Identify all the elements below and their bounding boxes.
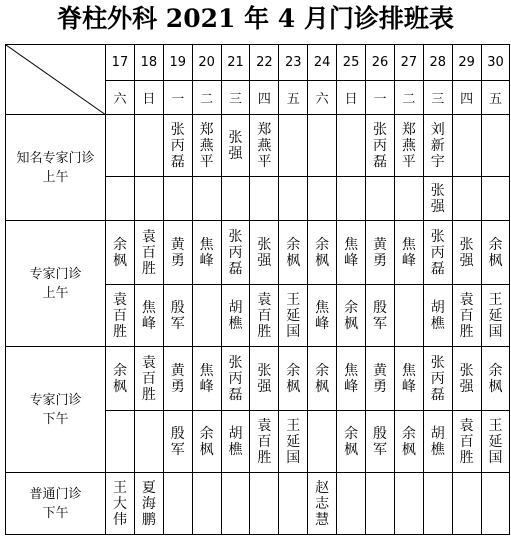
doctor-cell: [134, 221, 163, 285]
doctor-name: 刘新宇: [430, 121, 445, 170]
weekday-cell: 一: [366, 81, 395, 115]
doctor-cell: [134, 411, 163, 473]
doctor-cell: [366, 411, 395, 473]
doctor-name: 袁百胜: [459, 417, 474, 466]
doctor-name: 余枫: [286, 236, 301, 269]
doctor-name: 焦峰: [344, 362, 359, 395]
doctor-name: 余枫: [344, 425, 359, 458]
doctor-cell: [394, 473, 423, 535]
weekday-cell: 一: [163, 81, 192, 115]
weekday-cell: 六: [308, 81, 337, 115]
date-cell: 18: [134, 45, 163, 81]
doctor-name: 袁百胜: [141, 228, 156, 277]
doctor-name: 焦峰: [401, 362, 416, 395]
doctor-name: 张丙磊: [372, 121, 387, 170]
doctor-name: 余枫: [344, 299, 359, 332]
doctor-cell: [221, 221, 250, 285]
doctor-cell: [452, 221, 481, 285]
doctor-cell: [337, 411, 366, 473]
doctor-cell: [250, 285, 279, 347]
doctor-cell: [452, 115, 481, 177]
doctor-cell: [163, 285, 192, 347]
doctor-cell: [279, 347, 308, 411]
doctor-name: 黄勇: [372, 362, 387, 395]
doctor-name: 胡樵: [430, 299, 445, 332]
date-cell: 29: [452, 45, 481, 81]
doctor-cell: [423, 285, 452, 347]
doctor-cell: [163, 177, 192, 221]
date-cell: 26: [366, 45, 395, 81]
page-title: 脊柱外科 2021 年 4 月门诊排班表: [57, 4, 454, 33]
doctor-name: 王大伟: [112, 479, 127, 528]
doctor-name: 焦峰: [141, 299, 156, 332]
weekday-cell: 日: [337, 81, 366, 115]
section-label-line: 上午: [42, 169, 69, 185]
doctor-name: 黄勇: [170, 362, 185, 395]
doctor-cell: [106, 115, 135, 177]
section-label-line: 专家门诊: [29, 266, 82, 282]
weekday-cell: 六: [106, 81, 135, 115]
doctor-name: 夏海鹏: [141, 479, 156, 528]
doctor-cell: [366, 221, 395, 285]
doctor-cell: [250, 411, 279, 473]
doctor-cell: [279, 221, 308, 285]
doctor-cell: [163, 347, 192, 411]
doctor-name: 郑燕平: [257, 121, 272, 170]
doctor-name: 胡樵: [430, 425, 445, 458]
doctor-cell: [134, 115, 163, 177]
doctor-cell: [106, 411, 135, 473]
doctor-name: 余枫: [315, 362, 330, 395]
doctor-cell: [221, 285, 250, 347]
doctor-name: 余枫: [286, 362, 301, 395]
doctor-cell: [452, 177, 481, 221]
doctor-cell: [163, 411, 192, 473]
doctor-name: 张强: [257, 362, 272, 395]
doctor-name: 余枫: [315, 236, 330, 269]
date-cell: 17: [106, 45, 135, 81]
doctor-cell: [366, 177, 395, 221]
date-cell: 19: [163, 45, 192, 81]
diagonal-line: [6, 45, 106, 115]
section-label-line: 下午: [42, 411, 69, 427]
doctor-cell: [192, 411, 221, 473]
doctor-name: 黄勇: [372, 236, 387, 269]
doctor-cell: [394, 177, 423, 221]
doctor-cell: [308, 411, 337, 473]
section-label-line: 上午: [42, 285, 69, 301]
doctor-name: 王延国: [488, 291, 503, 340]
doctor-cell: [423, 411, 452, 473]
doctor-cell: [481, 347, 510, 411]
doctor-cell: [106, 473, 135, 535]
doctor-cell: [423, 221, 452, 285]
doctor-cell: [192, 177, 221, 221]
doctor-cell: [481, 221, 510, 285]
schedule-row: [6, 473, 510, 535]
doctor-cell: [250, 115, 279, 177]
weekday-cell: 四: [250, 81, 279, 115]
doctor-cell: [366, 115, 395, 177]
weekday-cell: 二: [394, 81, 423, 115]
doctor-cell: [250, 177, 279, 221]
doctor-cell: [221, 473, 250, 535]
schedule-row: [6, 221, 510, 285]
doctor-name: 张强: [430, 182, 445, 215]
date-cell: 23: [279, 45, 308, 81]
date-cell: 22: [250, 45, 279, 81]
doctor-name: 余枫: [488, 236, 503, 269]
doctor-cell: [221, 115, 250, 177]
date-cell: 30: [481, 45, 510, 81]
doctor-name: 殷军: [372, 425, 387, 458]
section-label-line: 专家门诊: [29, 392, 82, 408]
doctor-cell: [250, 347, 279, 411]
doctor-name: 焦峰: [199, 236, 214, 269]
schedule-row: [6, 347, 510, 411]
date-header-row: [6, 45, 510, 81]
weekday-cell: 四: [452, 81, 481, 115]
weekday-cell: 日: [134, 81, 163, 115]
section-label: [6, 221, 106, 347]
doctor-cell: [394, 221, 423, 285]
doctor-cell: [366, 285, 395, 347]
doctor-cell: [423, 115, 452, 177]
schedule-row: [6, 115, 510, 177]
doctor-cell: [337, 285, 366, 347]
weekday-cell: 三: [221, 81, 250, 115]
doctor-cell: [423, 473, 452, 535]
date-cell: 24: [308, 45, 337, 81]
doctor-name: 殷军: [170, 299, 185, 332]
doctor-cell: [452, 285, 481, 347]
weekday-cell: 三: [423, 81, 452, 115]
doctor-cell: [134, 177, 163, 221]
doctor-cell: [163, 221, 192, 285]
doctor-name: 余枫: [488, 362, 503, 395]
doctor-cell: [452, 347, 481, 411]
doctor-cell: [337, 177, 366, 221]
doctor-cell: [106, 221, 135, 285]
doctor-cell: [279, 473, 308, 535]
doctor-name: 张强: [257, 236, 272, 269]
doctor-cell: [279, 411, 308, 473]
doctor-cell: [308, 473, 337, 535]
doctor-cell: [394, 285, 423, 347]
weekday-cell: 二: [192, 81, 221, 115]
doctor-name: 殷军: [170, 425, 185, 458]
schedule-table: [5, 44, 510, 535]
doctor-name: 袁百胜: [257, 291, 272, 340]
doctor-cell: [221, 177, 250, 221]
doctor-name: 殷军: [372, 299, 387, 332]
doctor-name: 张强: [459, 362, 474, 395]
doctor-name: 郑燕平: [401, 121, 416, 170]
doctor-cell: [279, 177, 308, 221]
doctor-cell: [192, 285, 221, 347]
doctor-name: 焦峰: [315, 299, 330, 332]
doctor-cell: [308, 221, 337, 285]
doctor-cell: [452, 473, 481, 535]
doctor-name: 黄勇: [170, 236, 185, 269]
doctor-cell: [337, 347, 366, 411]
doctor-name: 余枫: [112, 362, 127, 395]
doctor-cell: [221, 411, 250, 473]
weekday-cell: 五: [279, 81, 308, 115]
doctor-cell: [106, 177, 135, 221]
doctor-cell: [163, 473, 192, 535]
doctor-cell: [423, 347, 452, 411]
doctor-cell: [366, 473, 395, 535]
weekday-cell: 五: [481, 81, 510, 115]
doctor-cell: [134, 285, 163, 347]
date-cell: 27: [394, 45, 423, 81]
date-cell: 25: [337, 45, 366, 81]
doctor-cell: [481, 285, 510, 347]
doctor-name: 余枫: [112, 236, 127, 269]
doctor-name: 张丙磊: [430, 354, 445, 403]
doctor-name: 余枫: [199, 425, 214, 458]
date-cell: 28: [423, 45, 452, 81]
doctor-cell: [337, 221, 366, 285]
doctor-cell: [192, 115, 221, 177]
doctor-cell: [394, 347, 423, 411]
section-label: [6, 115, 106, 221]
doctor-name: 王延国: [488, 417, 503, 466]
doctor-cell: [337, 473, 366, 535]
doctor-cell: [337, 115, 366, 177]
doctor-name: 张丙磊: [430, 228, 445, 277]
doctor-cell: [221, 347, 250, 411]
corner-cell: [6, 45, 106, 115]
doctor-cell: [250, 221, 279, 285]
section-label: [6, 347, 106, 473]
doctor-cell: [452, 411, 481, 473]
doctor-name: 袁百胜: [257, 417, 272, 466]
doctor-name: 焦峰: [199, 362, 214, 395]
doctor-cell: [134, 347, 163, 411]
doctor-cell: [366, 347, 395, 411]
doctor-cell: [308, 177, 337, 221]
doctor-name: 王延国: [286, 291, 301, 340]
doctor-cell: [134, 473, 163, 535]
section-label-line: 普通门诊: [29, 486, 82, 502]
section-label: [6, 473, 106, 535]
doctor-name: 张丙磊: [228, 354, 243, 403]
date-cell: 21: [221, 45, 250, 81]
doctor-cell: [106, 285, 135, 347]
doctor-name: 袁百胜: [112, 291, 127, 340]
doctor-name: 郑燕平: [199, 121, 214, 170]
doctor-name: 胡樵: [228, 299, 243, 332]
doctor-cell: [394, 115, 423, 177]
doctor-cell: [192, 347, 221, 411]
doctor-cell: [481, 115, 510, 177]
doctor-name: 袁百胜: [459, 291, 474, 340]
doctor-cell: [308, 347, 337, 411]
doctor-name: 王延国: [286, 417, 301, 466]
doctor-name: 赵志慧: [315, 479, 330, 528]
doctor-cell: [308, 285, 337, 347]
doctor-name: 张强: [228, 129, 243, 162]
doctor-cell: [481, 473, 510, 535]
doctor-name: 焦峰: [344, 236, 359, 269]
doctor-cell: [192, 221, 221, 285]
date-cell: 20: [192, 45, 221, 81]
doctor-cell: [423, 177, 452, 221]
doctor-cell: [250, 473, 279, 535]
doctor-name: 焦峰: [401, 236, 416, 269]
doctor-cell: [394, 411, 423, 473]
doctor-name: 余枫: [401, 425, 416, 458]
doctor-cell: [192, 473, 221, 535]
doctor-cell: [308, 115, 337, 177]
doctor-name: 张丙磊: [228, 228, 243, 277]
doctor-name: 胡樵: [228, 425, 243, 458]
doctor-cell: [279, 285, 308, 347]
doctor-name: 袁百胜: [141, 354, 156, 403]
doctor-name: 张丙磊: [170, 121, 185, 170]
doctor-cell: [481, 177, 510, 221]
doctor-cell: [163, 115, 192, 177]
doctor-cell: [106, 347, 135, 411]
doctor-name: 张强: [459, 236, 474, 269]
section-label-line: 知名专家门诊: [16, 150, 95, 166]
section-label-line: 下午: [42, 505, 69, 521]
doctor-cell: [279, 115, 308, 177]
doctor-cell: [481, 411, 510, 473]
